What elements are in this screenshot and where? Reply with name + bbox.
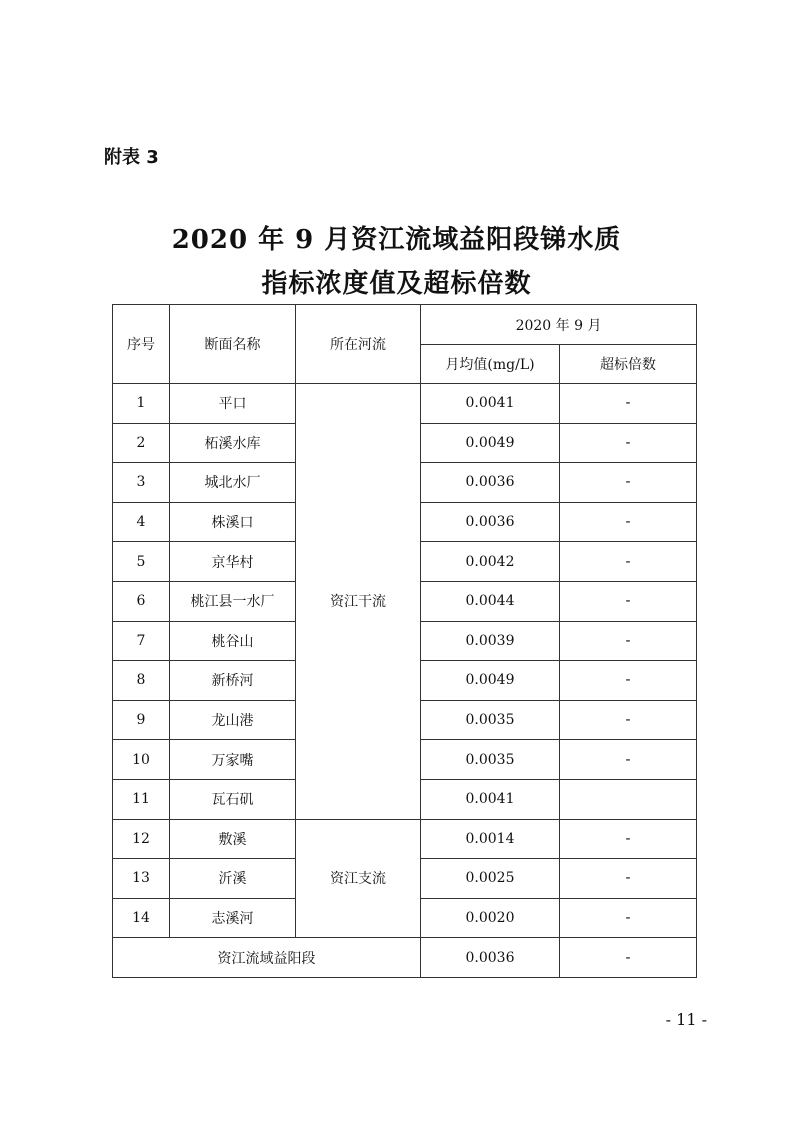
row-seq: 6	[113, 581, 170, 621]
row-section-name: 敷溪	[170, 819, 296, 859]
row-exceed-multiple: -	[560, 463, 697, 503]
row-exceed-multiple: -	[560, 423, 697, 463]
page-number: - 11 -	[665, 1010, 707, 1029]
row-exceed-multiple: -	[560, 898, 697, 938]
header-monthly-average: 月均值(mg/L)	[421, 345, 560, 384]
row-section-name: 桃谷山	[170, 621, 296, 661]
summary-label: 资江流域益阳段	[113, 938, 421, 978]
table-row	[113, 384, 697, 424]
row-section-name: 桃江县一水厂	[170, 581, 296, 621]
row-seq: 3	[113, 463, 170, 503]
row-exceed-multiple: -	[560, 581, 697, 621]
row-exceed-multiple: -	[560, 621, 697, 661]
row-seq: 12	[113, 819, 170, 859]
row-monthly-average: 0.0041	[421, 779, 560, 819]
row-seq: 10	[113, 740, 170, 780]
row-monthly-average: 0.0020	[421, 898, 560, 938]
antimony-concentration-table	[112, 304, 697, 978]
row-monthly-average: 0.0014	[421, 819, 560, 859]
header-seq: 序号	[113, 305, 170, 384]
row-section-name: 平口	[170, 384, 296, 424]
row-exceed-multiple: -	[560, 502, 697, 542]
header-exceed-multiple: 超标倍数	[560, 345, 697, 384]
row-section-name: 京华村	[170, 542, 296, 582]
row-seq: 4	[113, 502, 170, 542]
row-exceed-multiple	[560, 779, 697, 819]
row-seq: 7	[113, 621, 170, 661]
river-group-tributary: 资江支流	[296, 819, 421, 938]
page-title-line1: 2020 年 9 月资江流域益阳段锑水质	[171, 225, 622, 255]
row-monthly-average: 0.0039	[421, 621, 560, 661]
row-section-name: 志溪河	[170, 898, 296, 938]
summary-exceed-multiple: -	[560, 938, 697, 978]
appendix-label: 附表 3	[104, 147, 159, 168]
table-row	[113, 819, 697, 859]
row-section-name: 新桥河	[170, 661, 296, 701]
row-section-name: 瓦石矶	[170, 779, 296, 819]
row-exceed-multiple: -	[560, 740, 697, 780]
row-exceed-multiple: -	[560, 384, 697, 424]
row-monthly-average: 0.0036	[421, 502, 560, 542]
row-section-name: 株溪口	[170, 502, 296, 542]
river-group-main: 资江干流	[296, 384, 421, 820]
row-seq: 1	[113, 384, 170, 424]
row-monthly-average: 0.0035	[421, 700, 560, 740]
summary-monthly-average: 0.0036	[421, 938, 560, 978]
row-monthly-average: 0.0049	[421, 423, 560, 463]
row-exceed-multiple: -	[560, 661, 697, 701]
row-seq: 14	[113, 898, 170, 938]
row-monthly-average: 0.0035	[421, 740, 560, 780]
row-monthly-average: 0.0042	[421, 542, 560, 582]
row-section-name: 沂溪	[170, 859, 296, 899]
row-exceed-multiple: -	[560, 859, 697, 899]
row-seq: 13	[113, 859, 170, 899]
row-exceed-multiple: -	[560, 819, 697, 859]
row-monthly-average: 0.0049	[421, 661, 560, 701]
row-section-name: 万家嘴	[170, 740, 296, 780]
row-monthly-average: 0.0044	[421, 581, 560, 621]
header-period: 2020 年 9 月	[421, 305, 697, 345]
row-monthly-average: 0.0041	[421, 384, 560, 424]
row-monthly-average: 0.0036	[421, 463, 560, 503]
row-monthly-average: 0.0025	[421, 859, 560, 899]
row-section-name: 龙山港	[170, 700, 296, 740]
table-header-row	[113, 305, 697, 345]
row-seq: 2	[113, 423, 170, 463]
row-section-name: 城北水厂	[170, 463, 296, 503]
row-seq: 11	[113, 779, 170, 819]
row-seq: 9	[113, 700, 170, 740]
row-seq: 8	[113, 661, 170, 701]
row-exceed-multiple: -	[560, 700, 697, 740]
row-section-name: 柘溪水库	[170, 423, 296, 463]
row-exceed-multiple: -	[560, 542, 697, 582]
header-river: 所在河流	[296, 305, 421, 384]
table-summary-row	[113, 938, 697, 978]
page-title-line2: 指标浓度值及超标倍数	[261, 269, 532, 299]
header-section-name: 断面名称	[170, 305, 296, 384]
row-seq: 5	[113, 542, 170, 582]
